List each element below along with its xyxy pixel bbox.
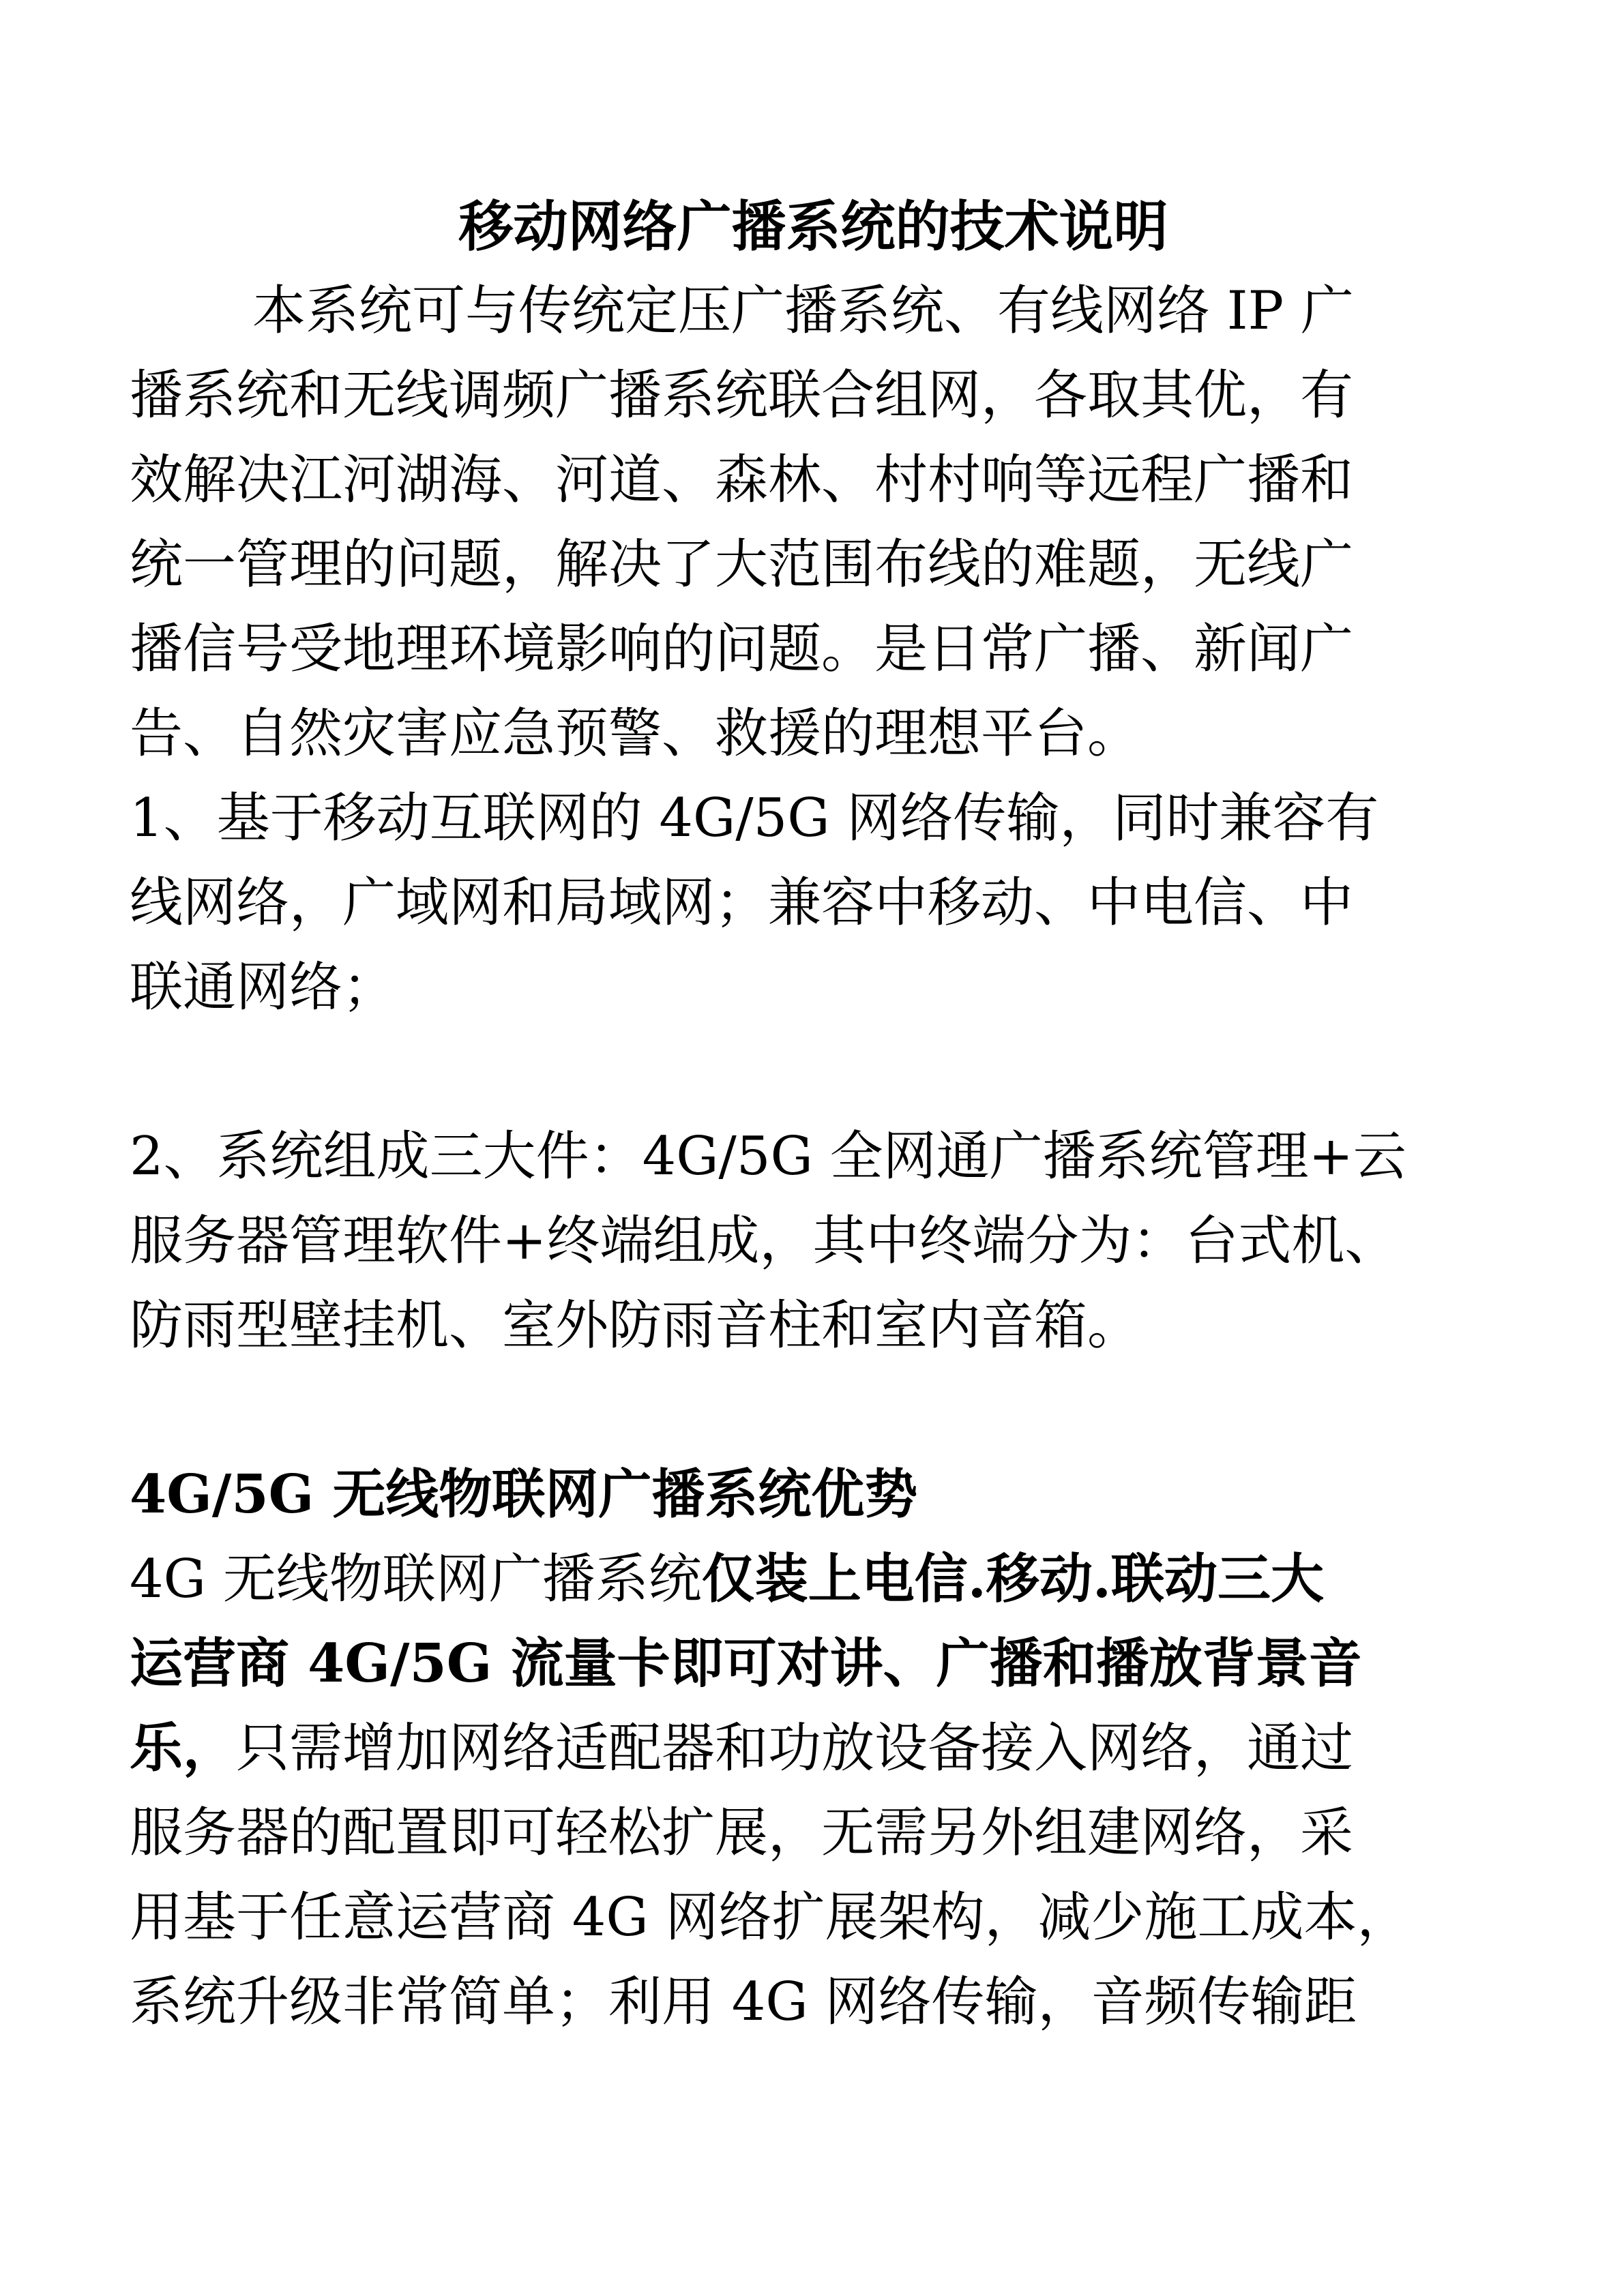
list-item-line: 联通网络； [130,957,396,1018]
page-title: 移动网络广播系统的技术说明 [458,194,1168,258]
section-line [130,1706,1497,1791]
intro-line: 效解决江河湖海、河道、森林、村村响等远程广播和 [130,449,1354,511]
document-page [130,184,1497,2044]
list-item-1 [130,776,1497,1030]
intro-line: 本系统可与传统定压广播系统、有线网络 IP 广 [252,280,1354,342]
blank-line [130,1368,1497,1452]
list-item-line: 1、基于移动互联网的 4G/5G 网络传输，同时兼容有 [130,788,1379,849]
section-line: 服务器的配置即可轻松扩展，无需另外组建网络，采 [130,1802,1354,1864]
section-emphasis: 乐， [130,1717,237,1779]
intro-line: 播信号受地理环境影响的问题。是日常广播、新闻广 [130,618,1354,680]
list-item-line: 2、系统组成三大件：4G/5G 全网通广播系统管理+云 [130,1126,1406,1187]
section-text: 只需增加网络适配器和功放设备接入网络，通过 [236,1718,1354,1779]
list-item-line: 防雨型壁挂机、室外防雨音柱和室内音箱。 [130,1295,1141,1356]
section-line: 系统升级非常简单；利用 4G 网络传输，音频传输距 [130,1971,1357,2033]
intro-line: 统一管理的问题，解决了大范围布线的难题，无线广 [130,534,1354,595]
list-item-2 [130,1114,1497,1368]
section-line: 用基于任意运营商 4G 网络扩展架构，减少施工成本， [130,1887,1411,1948]
blank-line [130,1030,1497,1114]
section-text: 4G 无线物联网广播系统 [130,1549,702,1610]
intro-line: 播系统和无线调频广播系统联合组网，各取其优，有 [130,365,1354,426]
intro-line: 告、自然灾害应急预警、救援的理想平台。 [130,703,1141,764]
section-emphasis-line: 运营商 4G/5G 流量卡即可对讲、广播和播放背景音 [130,1632,1362,1695]
intro-paragraph [130,269,1497,776]
list-item-line: 服务器管理软件+终端组成，其中终端分为：台式机、 [130,1210,1398,1272]
section-paragraph [130,1537,1497,2044]
section-heading: 4G/5G 无线物联网广播系统优势 [130,1463,918,1525]
section-emphasis: 仅装上电信.移动.联动三大 [701,1548,1325,1610]
section-line [130,1537,1497,1622]
list-item-line: 线网络，广域网和局域网；兼容中移动、中电信、中 [130,872,1354,934]
